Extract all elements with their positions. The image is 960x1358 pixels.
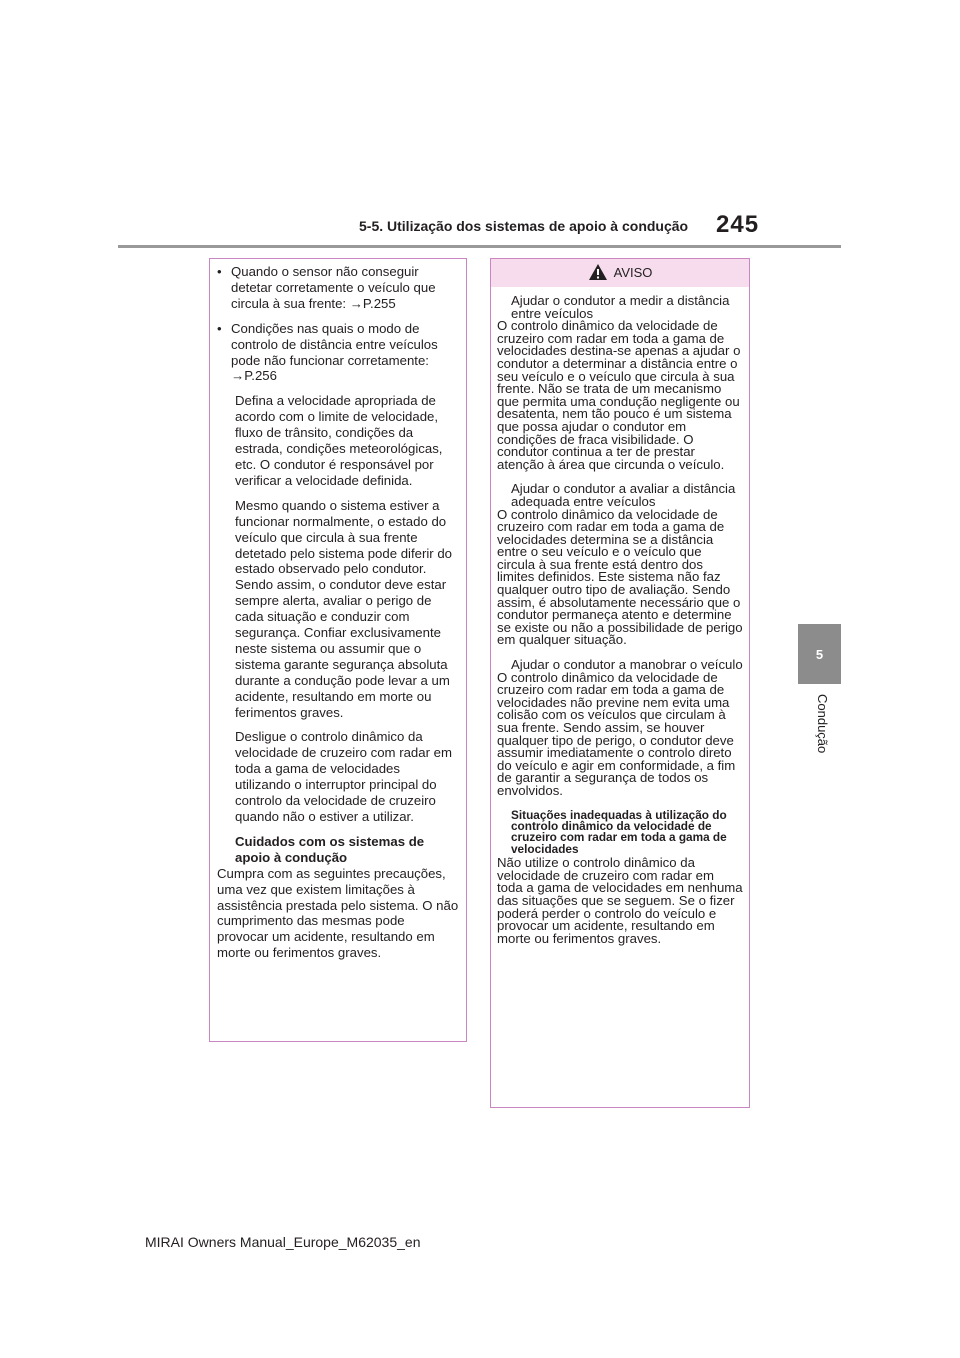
paragraph: Cumpra com as seguintes precauções, uma vez que existem limitações à assistência prestada pelo sistema. O não cumprimento das mesmas pode provocar um acidente, resultando em morte ou ferimentos graves. [217, 865, 459, 961]
warning-paragraph: O controlo dinâmico da velocidade de cruzeiro com radar em toda a gama de velocidades não previne nem evita uma colisão com os veículos que circulam à sua frente. Sendo assim, se houver qualquer tipo de perigo, o condutor deve assumir imediatamente o controlo direto do veículo e agir em conformidade, a fim de garantir a segurança de todos os envolvidos. [497, 669, 736, 798]
chapter-tab: 5 [798, 624, 841, 684]
warning-paragraph: O controlo dinâmico da velocidade de cruzeiro com radar em toda a gama de velocidades determina se a distância entre o seu veículo e o veículo que circula à sua frente está dentro dos limites definidos. Este sistema não faz qualquer outro tipo de avaliação. Sendo assim, é absolutamente necessário que o condutor permaneça atento e determine se existe ou não a possibilidade de perigo em qualquer situação. [497, 506, 743, 648]
warning-subheading: Ajudar o condutor a medir a distância entre veículos [511, 293, 730, 321]
bullet-text: Condições nas quais o modo de controlo de distância entre veículos pode não funcionar corretamente: →P.256 [231, 320, 438, 384]
footer-text: MIRAI Owners Manual_Europe_M62035_en [145, 1234, 421, 1250]
paragraph: Mesmo quando o sistema estiver a funcionar normalmente, o estado do veículo que circula à sua frente detetado pelo sistema pode diferir do estado observado pelo condutor. Sendo assim, o condutor deve estar sempre alerta, avaliar o perigo de cada situação e conduzir com segurança. Confiar exclusivamente neste sistema ou assumir que o sistema garante segurança absoluta durante a condução pode levar a um acidente, resultando em morte ou ferimentos graves. [235, 497, 453, 720]
warning-content [491, 287, 749, 945]
bullet-text: Quando o sensor não conseguir detetar corretamente o veículo que circula à sua frente: →P.255 [231, 264, 436, 311]
paragraph: Desligue o controlo dinâmico da velocidade de cruzeiro com radar em toda a gama de velocidades utilizando o interruptor principal do controlo da velocidade de cruzeiro quando não o estiver a utilizar. [235, 729, 452, 824]
warning-paragraph: O controlo dinâmico da velocidade de cruzeiro com radar em toda a gama de velocidades destina-se apenas a ajudar o condutor a determinar a distância entre o seu veículo e o veículo que circula à sua frente. Não se trata de um mecanismo que permita uma condução negligente ou desatenta, nem tão pouco é um sistema que possa ajudar o condutor em condições de fraca visibilidade. O condutor continua a ter de prestar atenção à área que circunda o veículo. [497, 318, 741, 472]
paragraph: Defina a velocidade apropriada de acordo com o limite de velocidade, fluxo de trânsito, condições da estrada, condições meteorológicas, etc. O condutor é responsável por verificar a velocidade definida. [235, 393, 443, 488]
warning-subheading: Ajudar o condutor a manobrar o veículo [511, 657, 743, 673]
warning-paragraph: Não utilize o controlo dinâmico da velocidade de cruzeiro com radar em toda a gama de velocidades em nenhuma das situações que se seguem. Se o fizer poderá perder o controlo do veículo e provocar um acidente, resultando em morte ou ferimentos graves. [497, 855, 743, 946]
warning-subheading: Ajudar o condutor a avaliar a distância adequada entre veículos [511, 481, 736, 509]
section-title: 5-5. Utilização dos sistemas de apoio à condução [359, 218, 689, 234]
bullet-item [217, 321, 459, 385]
warning-subheading: Situações inadequadas à utilização do controlo dinâmico da velocidade de cruzeiro com radar em toda a gama de velocidades [511, 807, 727, 856]
bullet-item [217, 264, 459, 312]
warning-triangle-icon [588, 263, 608, 284]
warning-header [491, 259, 749, 287]
left-text-box [209, 258, 467, 1042]
subheading: Cuidados com os sistemas de apoio à condução [235, 833, 425, 865]
bullet-dot: • [217, 320, 222, 336]
bullet-dot: • [217, 264, 222, 279]
warning-box [490, 258, 750, 1108]
page-number: 245 [716, 211, 760, 238]
warning-title: AVISO [613, 264, 653, 280]
header-rule [118, 245, 841, 248]
chapter-label: Condução [815, 694, 830, 754]
